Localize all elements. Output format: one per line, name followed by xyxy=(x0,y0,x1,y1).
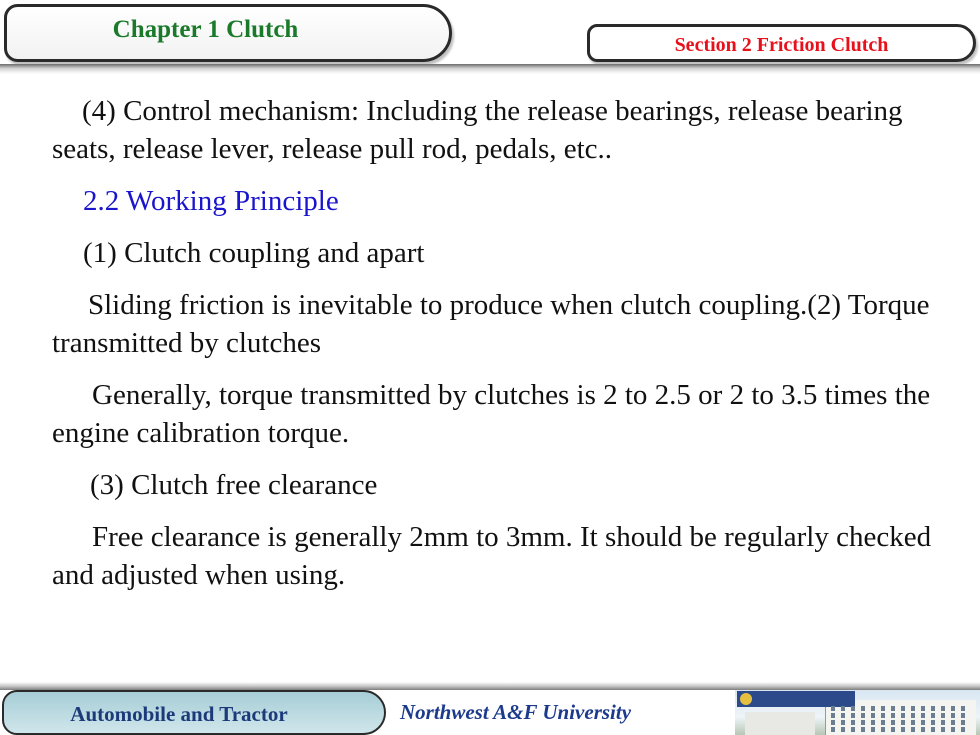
building-window xyxy=(961,720,965,725)
building-window xyxy=(891,720,895,725)
item-1-title: (1) Clutch coupling and apart xyxy=(83,237,425,269)
building-window xyxy=(911,706,915,711)
working-principle-heading: 2.2 Working Principle xyxy=(83,185,339,217)
building-window xyxy=(951,720,955,725)
building-window xyxy=(921,720,925,725)
building-window xyxy=(901,713,905,718)
section-tab xyxy=(587,24,976,62)
chapter-tab xyxy=(4,4,452,62)
course-name: Automobile and Tractor xyxy=(70,702,288,726)
building-window xyxy=(871,727,875,732)
free-clearance-paragraph: Free clearance is generally 2mm to 3mm. It should be regularly checked and adjusted when using. xyxy=(52,521,932,591)
building-window xyxy=(921,713,925,718)
building-window xyxy=(931,727,935,732)
building-window xyxy=(901,727,905,732)
building-window xyxy=(831,727,835,732)
building-window xyxy=(941,720,945,725)
building-window xyxy=(831,720,835,725)
building-window xyxy=(871,713,875,718)
building-window xyxy=(861,727,865,732)
building-window xyxy=(861,706,865,711)
building-window xyxy=(881,713,885,718)
section-title: Section 2 Friction Clutch xyxy=(674,33,889,56)
course-tab xyxy=(2,690,386,735)
building-window xyxy=(961,706,965,711)
header-divider xyxy=(0,64,980,74)
building-window xyxy=(871,706,875,711)
building-window xyxy=(871,720,875,725)
building-window xyxy=(891,727,895,732)
building-window xyxy=(831,706,835,711)
building-window xyxy=(941,706,945,711)
building-window xyxy=(891,706,895,711)
building-window xyxy=(851,720,855,725)
item-3-title: (3) Clutch free clearance xyxy=(90,469,378,501)
sliding-friction-paragraph: Sliding friction is inevitable to produce when clutch coupling.(2) Torque transmitted by clutches xyxy=(52,289,930,359)
building-window xyxy=(951,713,955,718)
building-window xyxy=(961,727,965,732)
slide-body xyxy=(52,92,932,594)
building-annex-shape xyxy=(745,712,815,735)
building-window xyxy=(931,720,935,725)
university-name: Northwest A&F University xyxy=(400,700,632,724)
building-window xyxy=(951,727,955,732)
building-window xyxy=(911,720,915,725)
building-window xyxy=(891,713,895,718)
building-window xyxy=(921,706,925,711)
building-window xyxy=(841,713,845,718)
building-window xyxy=(941,713,945,718)
building-window xyxy=(881,720,885,725)
building-window xyxy=(841,720,845,725)
building-window xyxy=(861,720,865,725)
building-window xyxy=(911,727,915,732)
college-building-image xyxy=(735,690,980,735)
footer-divider xyxy=(0,682,980,690)
building-window xyxy=(921,727,925,732)
building-window xyxy=(851,713,855,718)
building-window xyxy=(961,713,965,718)
building-window xyxy=(861,713,865,718)
building-window xyxy=(881,706,885,711)
building-window xyxy=(931,706,935,711)
building-window xyxy=(851,727,855,732)
chapter-title: Chapter 1 Clutch xyxy=(112,16,299,43)
building-window xyxy=(931,713,935,718)
building-window xyxy=(851,706,855,711)
building-window xyxy=(901,706,905,711)
building-window xyxy=(901,720,905,725)
building-window xyxy=(941,727,945,732)
building-window xyxy=(911,713,915,718)
college-logo-badge xyxy=(737,691,855,707)
building-window xyxy=(841,727,845,732)
building-window xyxy=(881,727,885,732)
control-mechanism-paragraph: (4) Control mechanism: Including the release bearings, release bearing seats, release lever, release pull rod, pedals, etc.. xyxy=(52,95,903,165)
torque-paragraph: Generally, torque transmitted by clutches is 2 to 2.5 or 2 to 3.5 times the engine calibration torque. xyxy=(52,379,931,449)
building-window xyxy=(831,713,835,718)
building-window xyxy=(951,706,955,711)
building-window xyxy=(841,706,845,711)
